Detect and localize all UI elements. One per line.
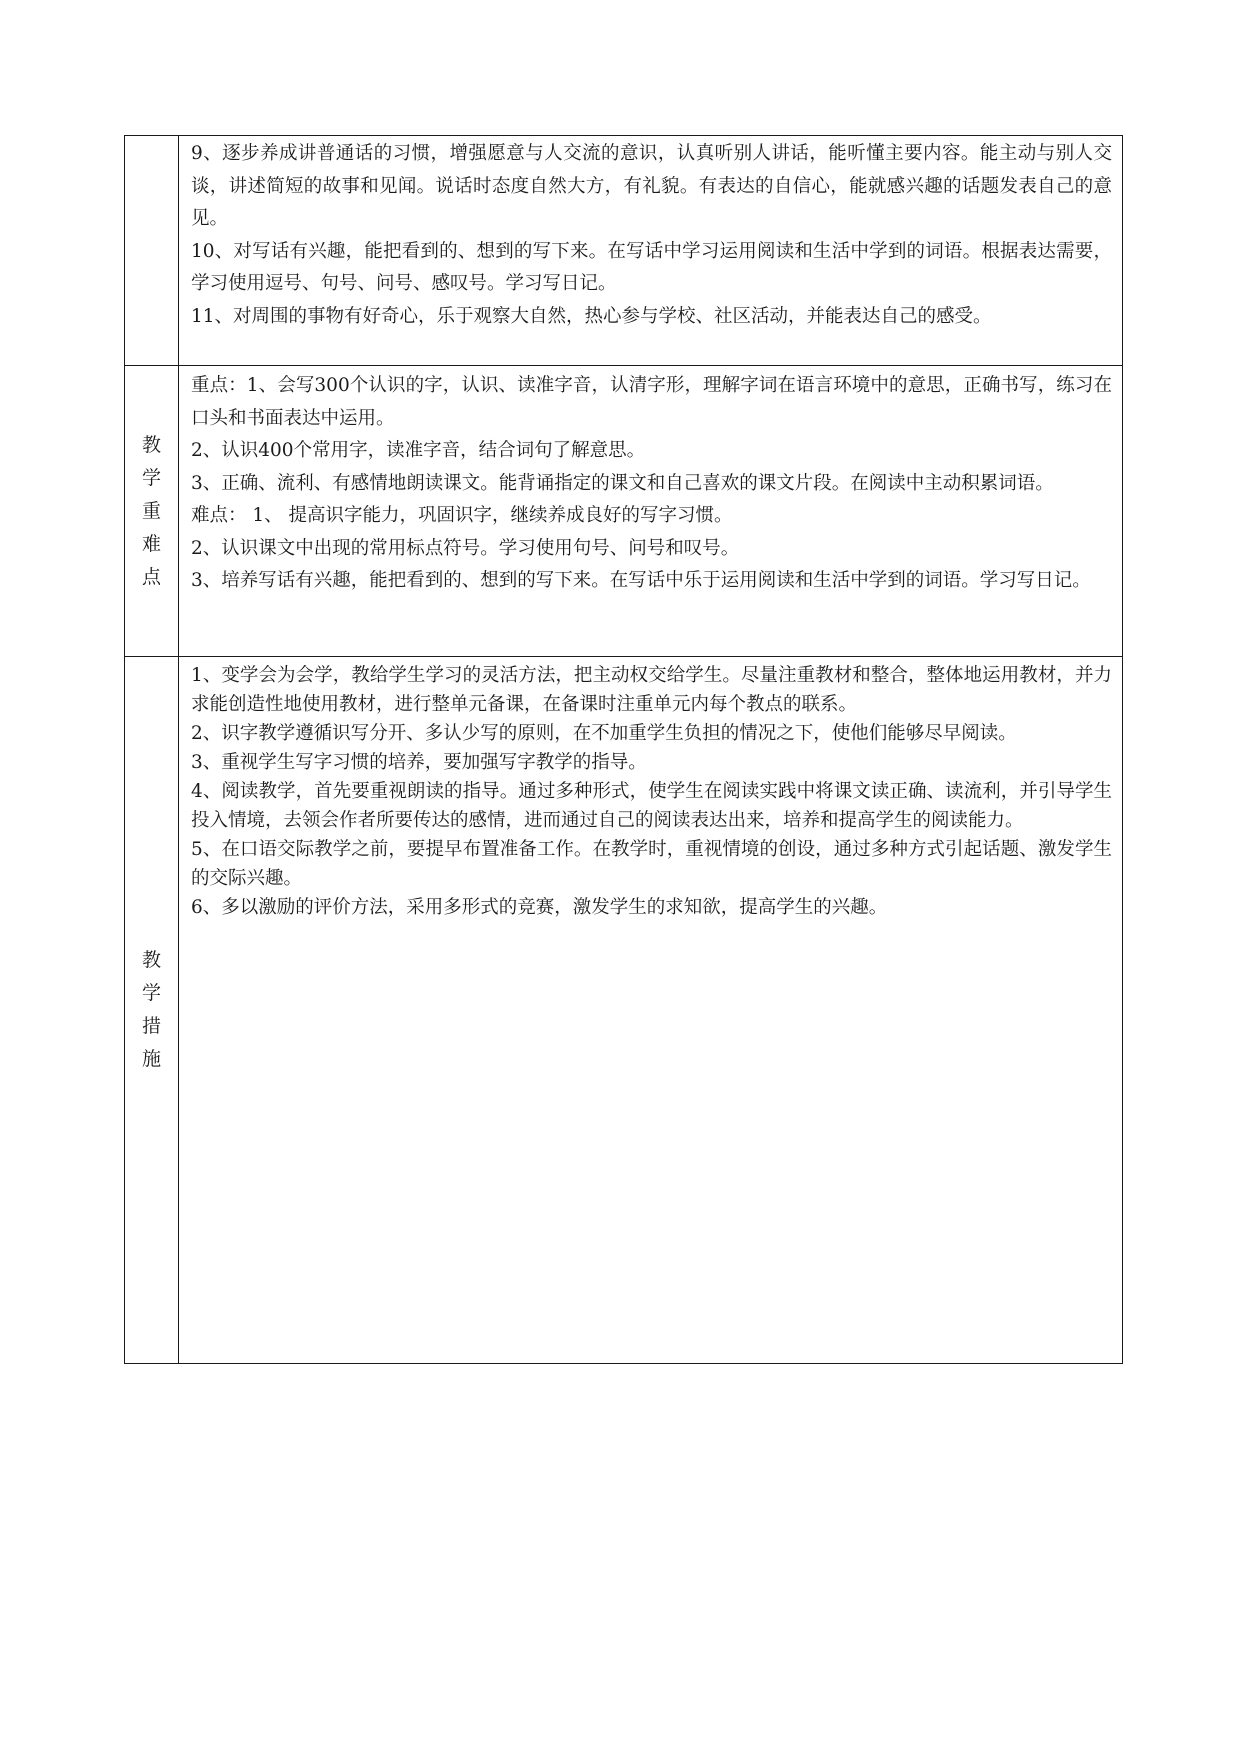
goals-label-cell [125, 136, 179, 366]
difficult-point-item: 3、培养写话有兴趣，能把看到的、想到的写下来。在写话中乐于运用阅读和生活中学到的词语。学习写日记。 [191, 570, 1091, 591]
goal-item-9: 9、逐步养成讲普通话的习惯，增强愿意与人交流的意识，认真听别人讲话，能听懂主要内容。能主动与别人交谈，讲述简短的故事和见闻。说话时态度自然大方，有礼貌。有表达的自信心，能就感兴趣的话题发表自己的意见。 [191, 143, 1112, 229]
key-points-content-cell [179, 366, 1123, 657]
measure-item: 1、变学会为会学，教给学生学习的灵活方法，把主动权交给学生。尽量注重教材和整合，整体地运用教材，并力求能创造性地使用教材，进行整单元备课，在备课时注重单元内每个教点的联系。 [191, 665, 1112, 715]
key-point-item: 3、正确、流利、有感情地朗读课文。能背诵指定的课文和自己喜欢的课文片段。在阅读中主动积累词语。 [191, 472, 1054, 494]
measures-label-cell [125, 657, 179, 1364]
key-points-label-char: 教 [141, 433, 161, 456]
measures-label-char: 措 [141, 1015, 161, 1037]
measure-item: 4、阅读教学，首先要重视朗读的指导。通过多种形式，使学生在阅读实践中将课文读正确、读流利，并引导学生投入情境，去领会作者所要传达的感情，进而通过自己的阅读表达出来，培养和提高学生的阅读能力。 [191, 781, 1112, 831]
measures-label-char: 施 [141, 1048, 161, 1070]
key-point-item: 重点：1、会写300个认识的字，认识、读准字音，认清字形，理解字词在语言环境中的意思，正确书写，练习在口头和书面表达中运用。 [191, 375, 1112, 429]
plan-table [124, 135, 1123, 1364]
key-points-label-cell [125, 366, 179, 657]
key-points-label-char: 难 [141, 532, 161, 555]
measures-row [125, 657, 1123, 1364]
measures-content-cell [179, 657, 1123, 1364]
difficult-point-item: 难点： 1、 提高识字能力，巩固识字，继续养成良好的写字习惯。 [191, 505, 733, 526]
key-point-item: 2、认识400个常用字，读准字音，结合词句了解意思。 [191, 440, 646, 461]
measure-item: 5、在口语交际教学之前，要提早布置准备工作。在教学时，重视情境的创设，通过多种方式引起话题、激发学生的交际兴趣。 [191, 839, 1112, 889]
measure-item: 6、多以激励的评价方法，采用多形式的竞赛，激发学生的求知欲，提高学生的兴趣。 [191, 897, 888, 918]
measures-label-char: 学 [141, 982, 161, 1004]
key-points-label [125, 432, 178, 591]
measures-label-char: 教 [141, 949, 161, 971]
goals-row [125, 136, 1123, 366]
goal-item-10: 10、对写话有兴趣，能把看到的、想到的写下来。在写话中学习运用阅读和生活中学到的词语。根据表达需要，学习使用逗号、句号、问号、感叹号。学习写日记。 [191, 240, 1112, 294]
difficult-point-item: 2、认识课文中出现的常用标点符号。学习使用句号、问号和叹号。 [191, 537, 740, 559]
key-points-label-char: 学 [141, 466, 161, 489]
key-points-label-char: 点 [141, 565, 161, 588]
key-points-label-char: 重 [141, 499, 161, 522]
goals-content-cell [179, 136, 1123, 366]
key-points-row [125, 366, 1123, 657]
goal-item-11: 11、对周围的事物有好奇心，乐于观察大自然，热心参与学校、社区活动，并能表达自己的感受。 [191, 305, 992, 327]
measures-label [125, 947, 178, 1073]
measure-item: 2、识字教学遵循识写分开、多认少写的原则，在不加重学生负担的情况之下，使他们能够尽早阅读。 [191, 723, 1017, 744]
measure-item: 3、重视学生写字习惯的培养，要加强写字教学的指导。 [191, 752, 647, 773]
